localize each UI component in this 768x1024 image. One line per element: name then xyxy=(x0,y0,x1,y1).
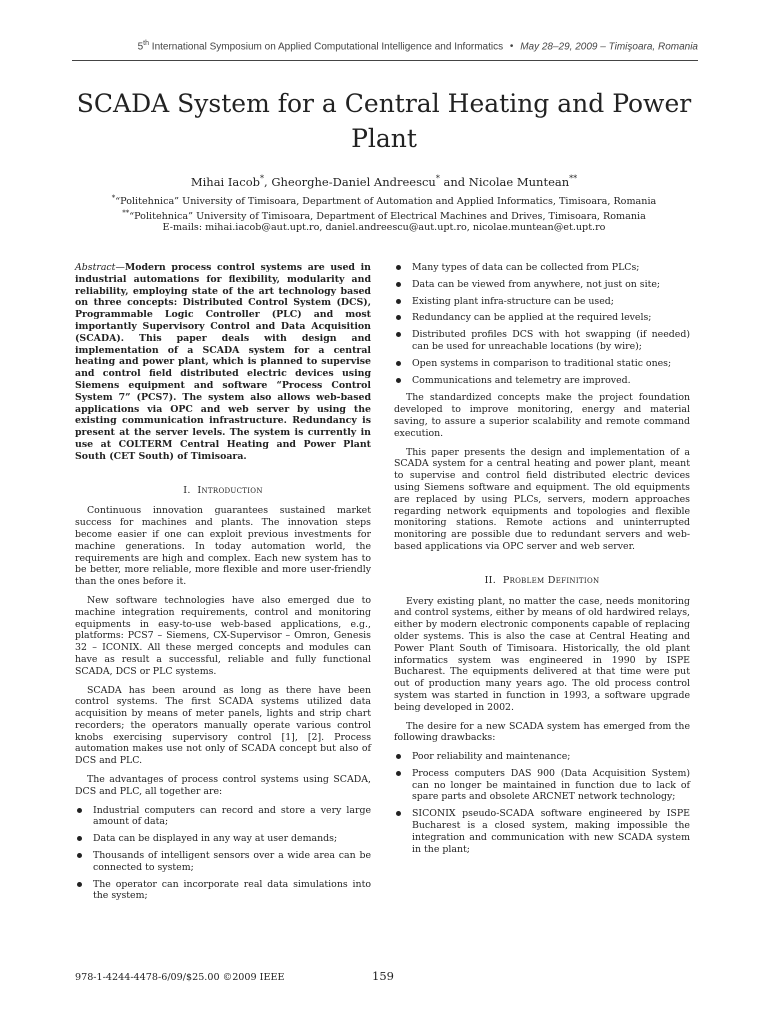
paper-title: SCADA System for a Central Heating and Power Plant xyxy=(76,89,692,153)
drawbacks-list xyxy=(394,751,690,855)
abstract-label: Abstract xyxy=(75,262,116,273)
list-item xyxy=(394,768,690,803)
list-item xyxy=(394,375,690,387)
paragraph: Every existing plant, no matter the case, needs monitoring and control systems, either by means of old hardwired relays, either by modern electronic components capable of replacing older systems. This is also the case at Central Heating and Power Plant South of Timisoara. Historically, the old plant informatics system was engineered in 1990 by ISPE Bucharest. The equipments delivered at that time were put out of production many years ago. The old process control system was started in function in 1993, a software upgrade being developed in 2002. xyxy=(394,595,690,713)
bullet-icon xyxy=(396,378,401,383)
affiliation-2-mark: ** xyxy=(122,209,130,217)
affiliation-1 xyxy=(60,192,708,208)
list-item-text: Data can be displayed in any way at user demands; xyxy=(93,833,338,845)
list-item xyxy=(75,805,371,829)
list-item xyxy=(394,296,690,308)
header-separator: • xyxy=(509,41,514,53)
list-item-text: Communications and telemetry are improved. xyxy=(412,374,631,386)
list-item-text: Data can be viewed from anywhere, not just on site; xyxy=(412,278,661,290)
bullet-icon xyxy=(396,315,401,320)
edition-superscript: th xyxy=(143,40,150,47)
affiliation-2-text: “Politehnica” University of Timisoara, Department of Electrical Machines and Drives, Timisoara, Romania xyxy=(129,211,646,223)
list-item xyxy=(75,833,371,845)
section-heading-introduction xyxy=(75,485,371,497)
conference-date-location: May 28–29, 2009 – Timişoara, Romania xyxy=(520,41,698,53)
section-2-title: Problem Definition xyxy=(502,574,600,586)
paragraph: SCADA has been around as long as there have been control systems. The first SCADA systems utilized data acquisition by means of meter panels, lights and strip chart recorders; the operators manually operate various control knobs exercising supervisory control [1], [2]. Process automation makes use not only of SCADA concept but also of DCS and PLC. xyxy=(75,684,371,767)
copyright-isbn: 978-1-4244-4478-6/09/$25.00 ©2009 IEEE xyxy=(75,972,285,983)
abstract xyxy=(75,262,371,463)
author-3-mark: ** xyxy=(569,174,578,183)
left-column xyxy=(75,262,371,908)
page-number: 159 xyxy=(372,969,394,983)
list-item-text: Existing plant infra-structure can be used; xyxy=(412,295,614,307)
edition-number: 5 xyxy=(137,41,144,53)
paragraph: The desire for a new SCADA system has emerged from the following drawbacks: xyxy=(394,720,690,744)
bullet-icon xyxy=(77,836,82,841)
header-rule xyxy=(72,60,698,61)
right-column xyxy=(394,262,690,861)
list-item-text: SICONIX pseudo-SCADA software engineered by ISPE Bucharest is a closed system, making impossible the integration and communication with new SCADA system in the plant; xyxy=(412,808,690,855)
affiliation-1-text: “Politehnica” University of Timisoara, Department of Automation and Applied Informatics, Timisoara, Romania xyxy=(115,196,657,208)
section-heading-problem-definition xyxy=(394,575,690,587)
bullet-icon xyxy=(396,771,401,776)
list-item-text: Poor reliability and maintenance; xyxy=(412,751,571,763)
section-1-number: I. xyxy=(183,484,191,496)
list-item-text: Thousands of intelligent sensors over a wide area can be connected to system; xyxy=(93,850,371,873)
list-item xyxy=(394,279,690,291)
list-item-text: Distributed profiles DCS with hot swapping (if needed) can be used for unreachable locations (by wire); xyxy=(412,329,690,352)
list-item xyxy=(394,358,690,370)
paragraph: New software technologies have also emerged due to machine integration requirements, control and monitoring equipments in easy-to-use web-based applications, e.g., platforms: PCS7 – Siemens, CX-Supervisor – Omron, Genesis 32 – ICONIX. All these merged concepts and modules can have as result a successful, reliable and fully functional SCADA, DCS or PLC systems. xyxy=(75,594,371,677)
list-item xyxy=(394,262,690,274)
author-1: Mihai Iacob xyxy=(190,174,261,189)
author-1-mark: * xyxy=(260,174,265,183)
bullet-icon xyxy=(396,361,401,366)
list-item-text: The operator can incorporate real data simulations into the system; xyxy=(93,878,371,902)
bullet-icon xyxy=(396,265,401,270)
bullet-icon xyxy=(77,882,82,887)
list-item xyxy=(75,850,371,874)
bullet-icon xyxy=(77,853,82,858)
abstract-text: Modern process control systems are used in industrial automations for flexibility, modularity and reliability, employing state of the art technology based on three concepts: Distributed Control System (DCS), Programmable Logic Controller (PLC) and most importantly Supervisory Control and Data Acquisition (SCADA). This paper deals with design and implementation of a SCADA system for a central heating and power plant, which is planned to supervise and control field distributed electric devices using Siemens equipment and software “Process Control System 7” (PCS7). The system also allows web-based applications via OPC and web server by using the existing communication infrastructure. Redundancy is present at the server levels. The system is currently in use at COLTERM Central Heating and Power Plant South (CET South) of Timisoara. xyxy=(75,262,371,462)
section-2-number: II. xyxy=(484,574,497,586)
author-2-mark: * xyxy=(435,174,440,183)
advantages-list-continued xyxy=(394,262,690,386)
list-item xyxy=(394,751,690,763)
author-line xyxy=(72,174,696,189)
affiliation-1-mark: * xyxy=(111,194,116,202)
list-item-text: Process computers DAS 900 (Data Acquisition System) can no longer be maintained in function due to lack of spare parts and obsolete ARCNET network technology; xyxy=(412,767,690,803)
paragraph: The advantages of process control systems using SCADA, DCS and PLC, all together are: xyxy=(75,774,371,797)
paragraph: This paper presents the design and implementation of a SCADA system for a central heating and power plant, meant to supervise and control field distributed electric devices using Siemens software and equipment. The old equipments are replaced by using PLCs, servers, modern approaches regarding network equipments and topologies and flexible monitoring stations. Remote actions and uninterrupted monitoring are possible due to redundant servers and web-based applications via OPC server and web server. xyxy=(394,446,690,552)
list-item-text: Many types of data can be collected from PLCs; xyxy=(412,262,640,273)
section-1-title: Introduction xyxy=(197,484,263,496)
list-item-text: Industrial computers can record and store a very large amount of data; xyxy=(93,804,371,828)
bullet-icon xyxy=(396,754,401,759)
paragraph: The standardized concepts make the project foundation developed to improve monitoring, energy and material saving, to assure a superior scalability and remote command execution. xyxy=(394,392,690,439)
list-item xyxy=(394,808,690,855)
conference-name: International Symposium on Applied Computational Intelligence and Informatics xyxy=(151,41,504,53)
abstract-dash: — xyxy=(115,262,125,273)
bullet-icon xyxy=(396,299,401,304)
author-emails: E-mails: mihai.iacob@aut.upt.ro, daniel.andreescu@aut.upt.ro, nicolae.muntean@et.upt.ro xyxy=(162,222,606,233)
running-header xyxy=(72,40,698,60)
bullet-icon xyxy=(77,808,82,813)
advantages-list xyxy=(75,805,371,903)
bullet-icon xyxy=(396,282,401,287)
paragraph: Continuous innovation guarantees sustained market success for machines and plants. The innovation steps become easier if one can exploit previous investments for machine generations. In today automation world, the requirements are high and complex. Each new system has to be better, more reliable, more flexible and more user-friendly than the ones before it. xyxy=(75,505,371,588)
list-item xyxy=(75,879,371,903)
author-2: , Gheorghe-Daniel Andreescu xyxy=(264,174,436,189)
list-item xyxy=(394,312,690,324)
bullet-icon xyxy=(396,811,401,816)
author-3: and Nicolae Muntean xyxy=(439,174,570,189)
list-item-text: Open systems in comparison to traditional static ones; xyxy=(412,357,672,369)
list-item-text: Redundancy can be applied at the required levels; xyxy=(412,312,652,324)
bullet-icon xyxy=(396,332,401,337)
list-item xyxy=(394,329,690,353)
